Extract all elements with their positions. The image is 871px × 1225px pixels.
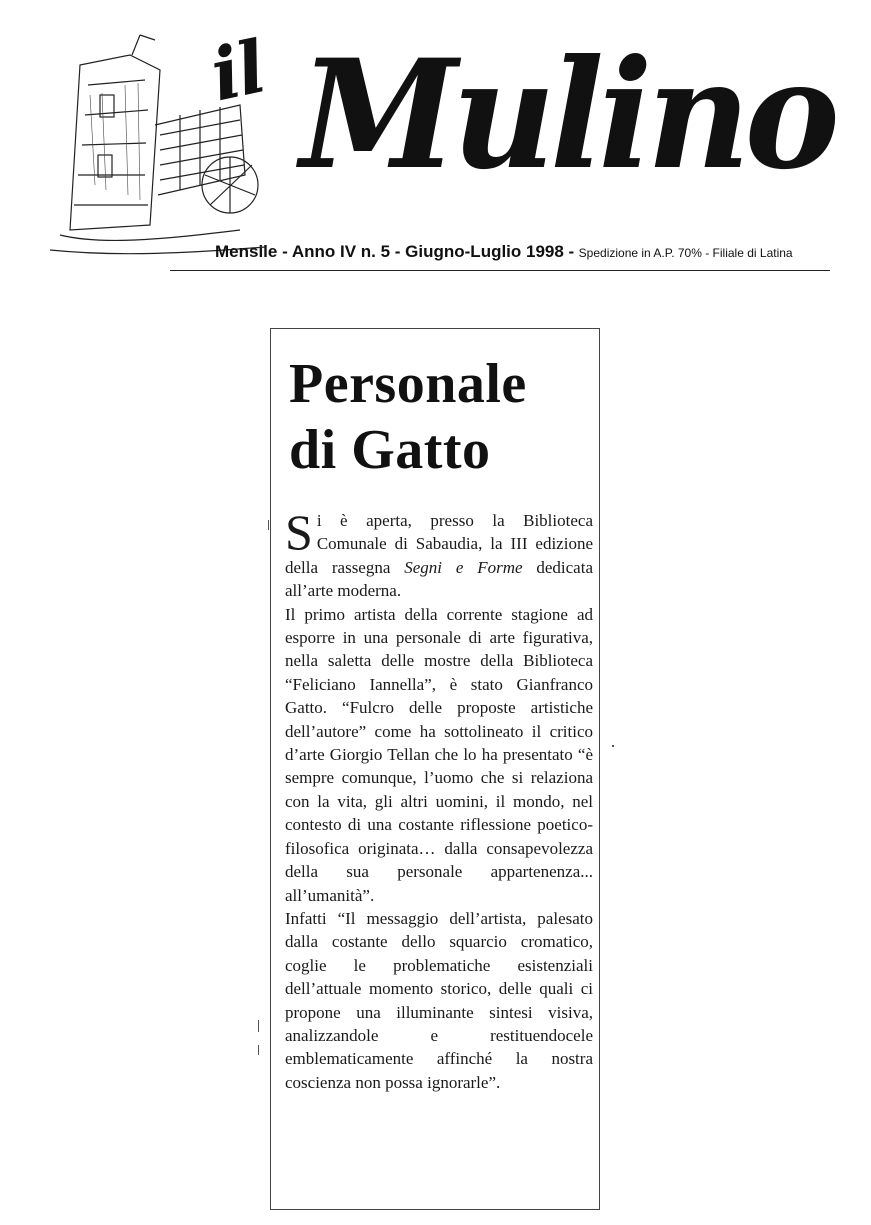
postal-info: Spedizione in A.P. 70% - Filiale di Latina — [578, 246, 793, 260]
masthead — [0, 0, 871, 280]
paragraph-3: Infatti “Il messaggio dell’artista, palesato dalla costante dello squarcio cromatico, coglie le problematiche esistenziali dell’attuale momento storico, delle quali ci propone una illuminante sintesi visiva, analizzandole e restituendocele emblematicamente affinché la nostra coscienza non possa ignorarle”. — [285, 908, 593, 1092]
article-title — [289, 351, 589, 483]
paragraph-1 — [285, 504, 593, 603]
scan-speck — [268, 520, 269, 530]
scan-speck — [258, 1020, 259, 1032]
drop-cap: S — [285, 504, 313, 560]
scan-speck — [612, 745, 614, 747]
logo-mulino: Mulino — [300, 27, 835, 203]
title-line-1: Personale — [289, 353, 527, 415]
title-line-2: di Gatto — [289, 419, 491, 481]
scan-speck — [258, 1045, 259, 1055]
paragraph-2: Il primo artista della corrente stagione ad esporre in una personale di arte figurativa, nella saletta delle mostre della Biblioteca “Feliciano Iannella”, è stato Gianfranco Gatto. “Fulcro delle proposte artistiche dell’autore” come ha sottolineato il critico d’arte Giorgio Tellan che lo ha presentato “è sempre comunque, l’uomo che si relaziona con la vita, gli altri uomini, il mondo, nel contesto di una costante riflessione poetico-filosofica originata… dalla consapevolezza della sua personale appartenenza... all’umanità”. — [285, 604, 593, 905]
logo-il: il — [203, 23, 271, 118]
p1-italic: Segni e Forme — [404, 557, 523, 577]
article-box — [270, 328, 600, 1210]
issue-info: Mensile - Anno IV n. 5 - Giugno-Luglio 1998 - — [215, 242, 575, 261]
article-body — [285, 504, 593, 1094]
p1-end: dedicata all’arte moderna. — [285, 557, 593, 601]
p1-text: i è aperta, presso la Biblioteca Comunale di Sabaudia, la III edizione della rassegna — [285, 511, 593, 577]
issue-line — [215, 242, 793, 262]
masthead-rule — [170, 270, 830, 271]
